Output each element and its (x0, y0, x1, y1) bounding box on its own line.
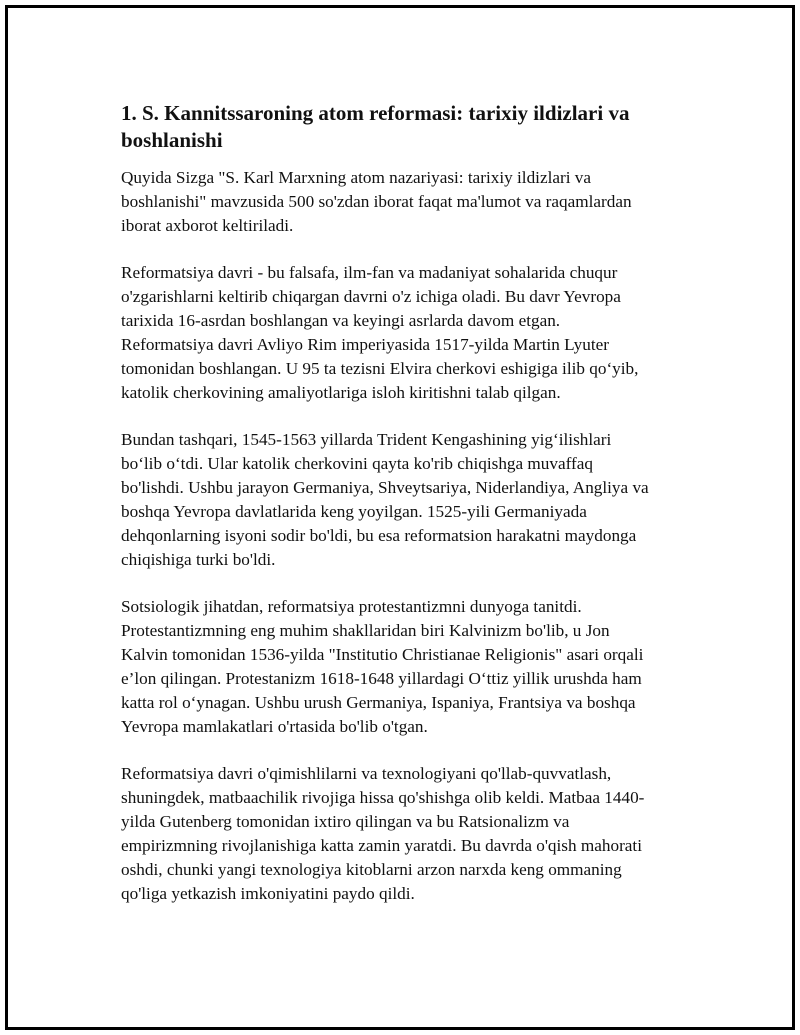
heading-line: 1. S. Kannitssaroning atom reformasi: tarixiy ildizlari va (121, 101, 630, 125)
paragraph-line: Protestantizmning eng muhim shakllaridan biri Kalvinizm bo'lib, u Jon (121, 621, 610, 640)
paragraph-line: o'zgarishlarni keltirib chiqargan davrni o'z ichiga oladi. Bu davr Yevropa (121, 287, 621, 306)
body-paragraph (121, 428, 696, 572)
paragraph-line: Bundan tashqari, 1545-1563 yillarda Trident Kengashining yig‘ilishlari (121, 430, 612, 449)
paragraph-line: Quyida Sizga "S. Karl Marxning atom nazariyasi: tarixiy ildizlari va (121, 168, 591, 187)
paragraph-line: Reformatsiya davri o'qimishlilarni va texnologiyani qo'llab-quvvatlash, (121, 764, 612, 783)
section-heading (121, 100, 696, 154)
paragraph-line: katta rol o‘ynagan. Ushbu urush Germaniya, Ispaniya, Frantsiya va boshqa (121, 693, 636, 712)
paragraph-line: bo'lishdi. Ushbu jarayon Germaniya, Shveytsariya, Niderlandiya, Angliya va (121, 478, 649, 497)
paragraph-line: e’lon qilingan. Protestanizm 1618-1648 yillardagi O‘ttiz yillik urushda ham (121, 669, 642, 688)
paragraph-line: tomonidan boshlangan. U 95 ta tezisni Elvira cherkovi eshigiga ilib qo‘yib, (121, 359, 639, 378)
body-paragraph (121, 762, 696, 906)
document-body (121, 100, 696, 929)
paragraph-line: shuningdek, matbaachilik rivojiga hissa qo'shishga olib keldi. Matbaa 1440- (121, 788, 645, 807)
paragraph-line: Reformatsiya davri Avliyo Rim imperiyasida 1517-yilda Martin Lyuter (121, 335, 609, 354)
paragraph-line: katolik cherkovining amaliyotlariga isloh kiritishni talab qilgan. (121, 383, 561, 402)
body-paragraph (121, 595, 696, 739)
paragraph-line: tarixida 16-asrdan boshlangan va keyingi asrlarda davom etgan. (121, 311, 561, 330)
paragraph-line: bo‘lib o‘tdi. Ular katolik cherkovini qayta ko'rib chiqishga muvaffaq (121, 454, 593, 473)
paragraph-line: boshqa Yevropa davlatlarida keng yoyilgan. 1525-yili Germaniyada (121, 502, 587, 521)
paragraph-line: Reformatsiya davri - bu falsafa, ilm-fan va madaniyat sohalarida chuqur (121, 263, 618, 282)
paragraph-line: boshlanishi" mavzusida 500 so'zdan iborat faqat ma'lumot va raqamlardan (121, 192, 632, 211)
paragraph-line: dehqonlarning isyoni sodir bo'ldi, bu esa reformatsion harakatni maydonga (121, 526, 637, 545)
paragraph-line: iborat axborot keltiriladi. (121, 216, 294, 235)
paragraph-line: chiqishiga turki bo'ldi. (121, 550, 276, 569)
paragraph-line: oshdi, chunki yangi texnologiya kitoblarni arzon narxda keng ommaning (121, 860, 622, 879)
paragraph-line: yilda Gutenberg tomonidan ixtiro qilingan va bu Ratsionalizm va (121, 812, 570, 831)
paragraph-line: Kalvin tomonidan 1536-yilda "Institutio Christianae Religionis" asari orqali (121, 645, 644, 664)
heading-line: boshlanishi (121, 128, 223, 152)
paragraph-line: Yevropa mamlakatlari o'rtasida bo'lib o'tgan. (121, 717, 428, 736)
paragraph-line: empirizmning rivojlanishiga katta zamin yaratdi. Bu davrda o'qish mahorati (121, 836, 642, 855)
page-border-frame (5, 5, 795, 1030)
paragraph-line: qo'liga yetkazish imkoniyatini paydo qildi. (121, 884, 415, 903)
body-paragraph (121, 261, 696, 405)
paragraph-line: Sotsiologik jihatdan, reformatsiya protestantizmni dunyoga tanitdi. (121, 597, 582, 616)
intro-paragraph (121, 166, 696, 238)
